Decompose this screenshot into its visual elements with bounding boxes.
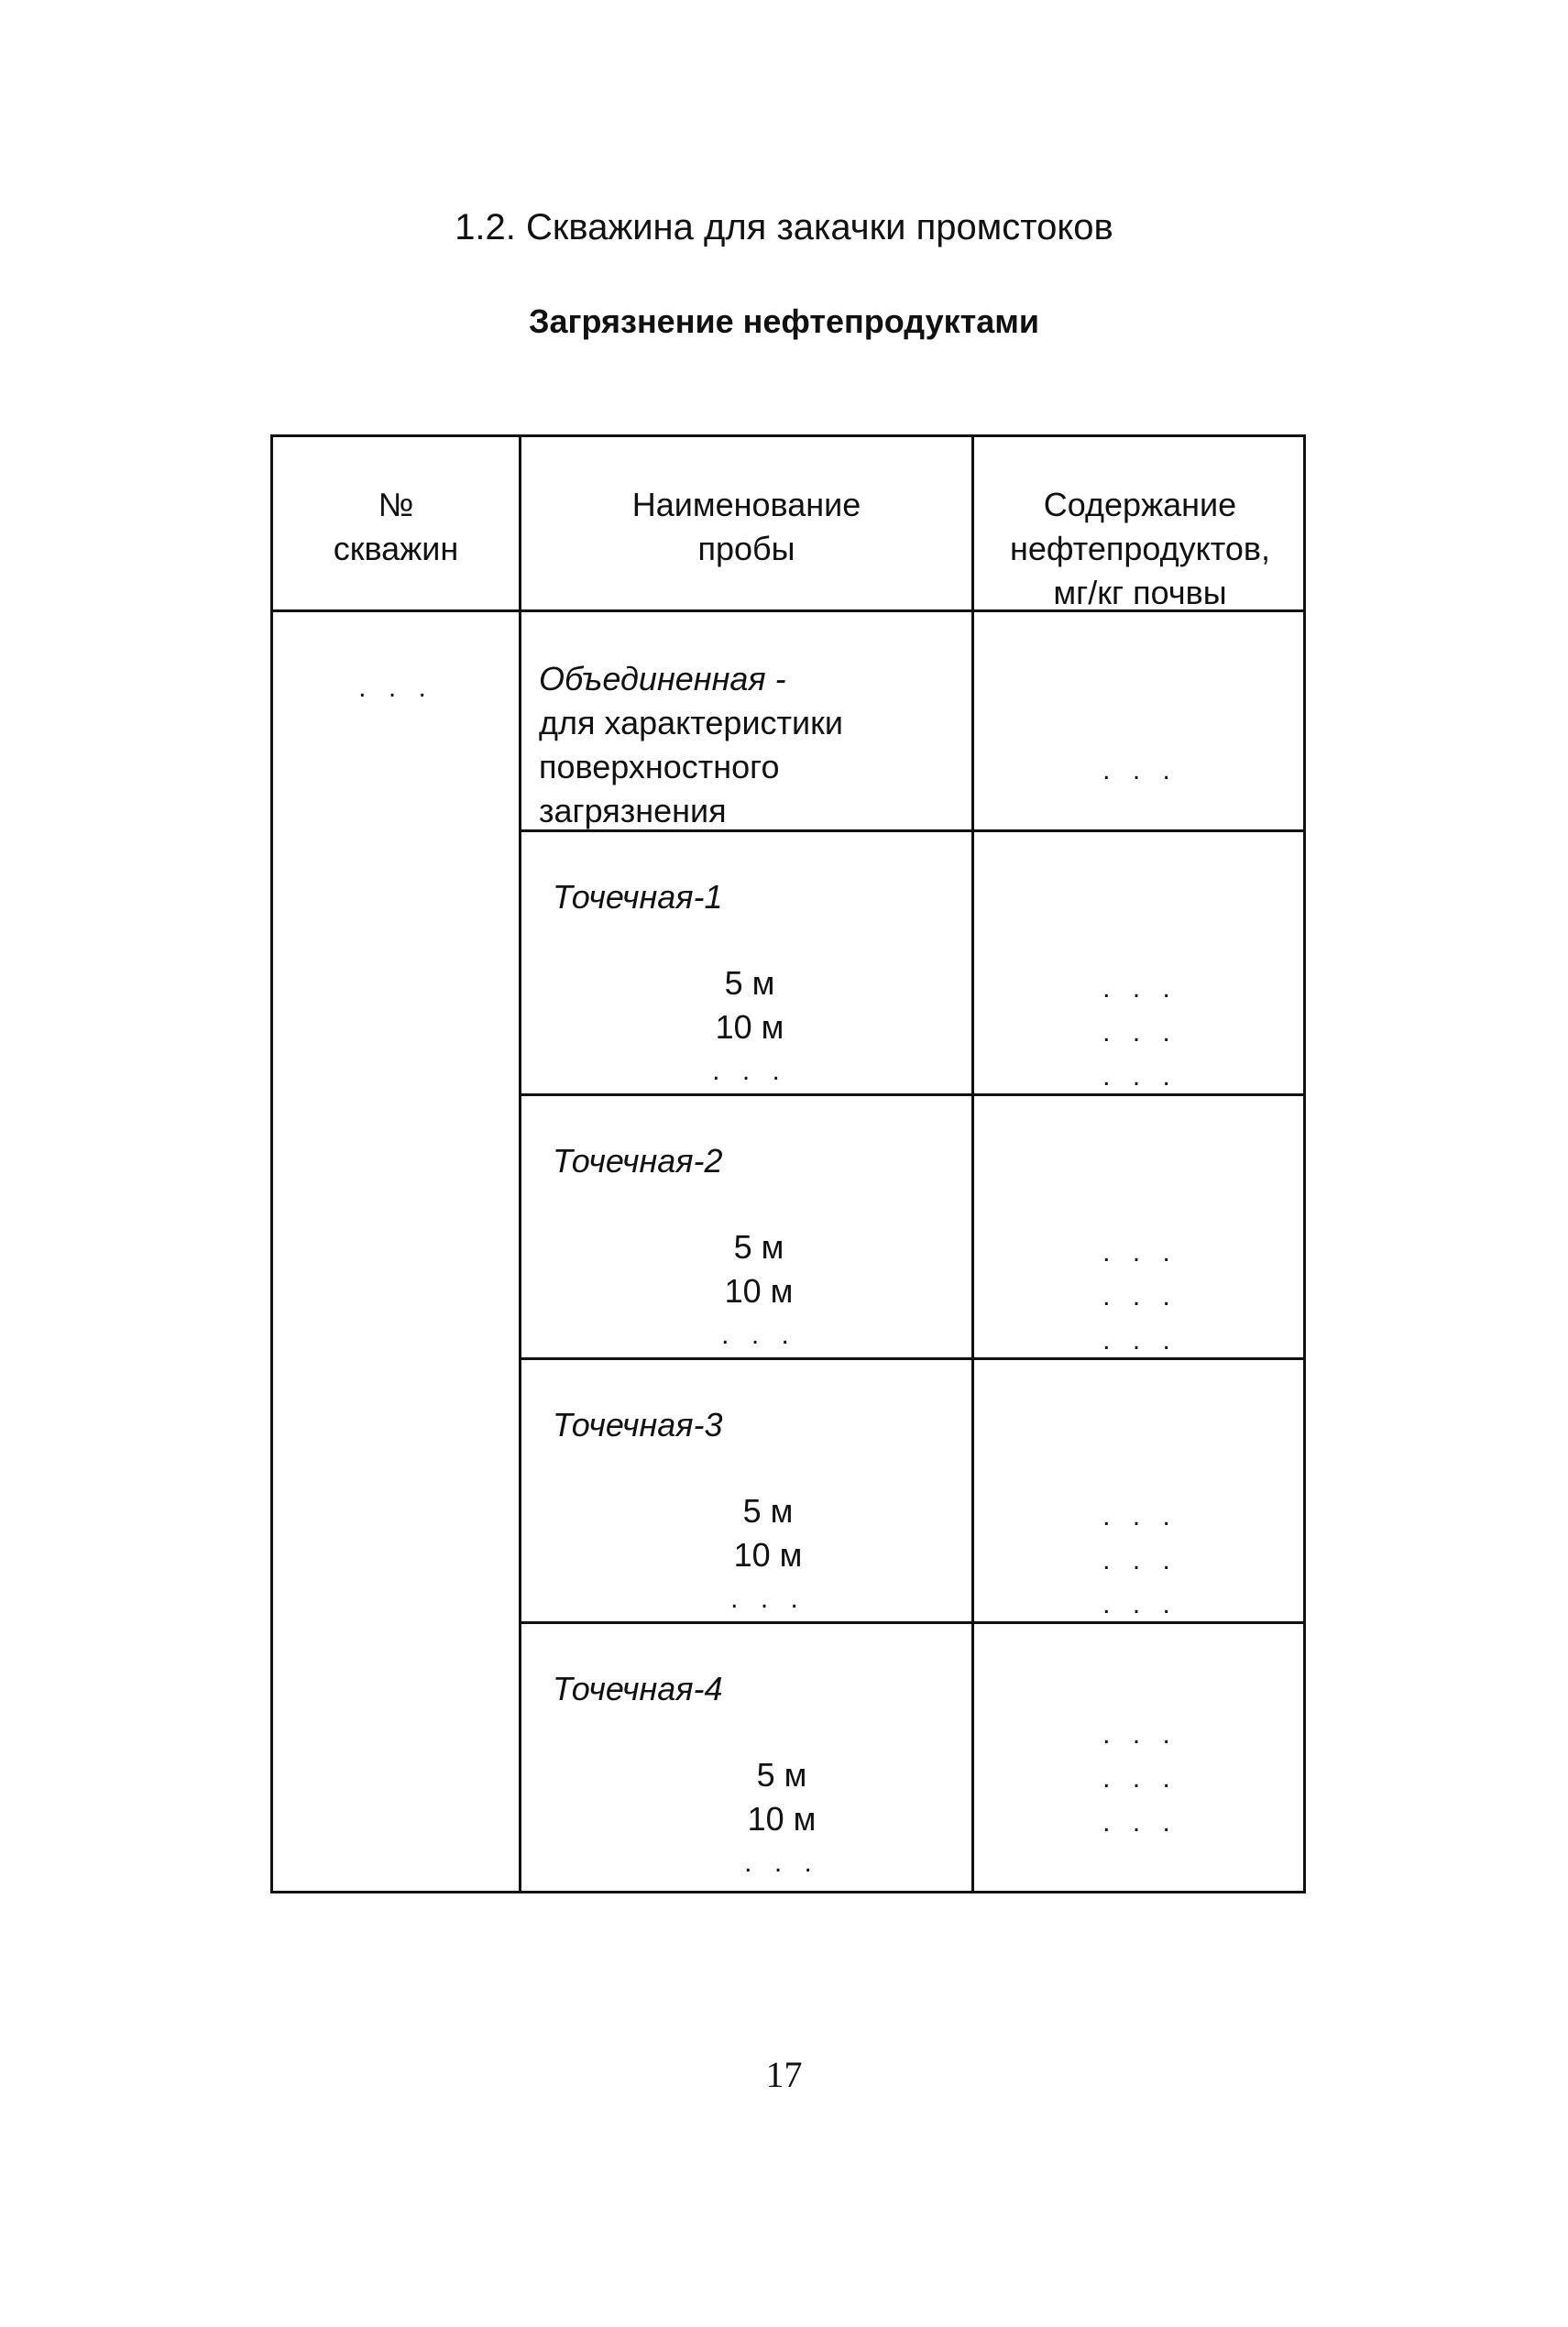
point-sample-label: Точечная-1 [553, 878, 723, 916]
point-sample-label: Точечная-3 [553, 1406, 723, 1443]
point-sample-label: Точечная-4 [553, 1670, 723, 1707]
page-number: 17 [765, 2054, 803, 2095]
point-sample-values [974, 967, 1306, 1099]
depth-value: 10 м [747, 1800, 817, 1838]
depth-value: 5 м [733, 1228, 784, 1266]
content-value: . . . [1102, 1719, 1178, 1750]
depth-value: 5 м [756, 1756, 807, 1794]
column-divider-2 [971, 437, 974, 1891]
composite-sample [539, 657, 960, 833]
content-value: . . . [1102, 1017, 1178, 1048]
column-divider-1 [519, 437, 521, 1891]
header-oil-content [974, 483, 1306, 615]
depth-value: 5 м [742, 1492, 794, 1530]
point-sample-depths [708, 1753, 855, 1885]
point-sample-values [974, 1231, 1306, 1363]
content-value: . . . [1102, 1237, 1178, 1268]
composite-desc: загрязнения [539, 792, 727, 829]
table-title: Загрязнение нефтепродуктами [528, 302, 1040, 340]
depth-value: 10 м [733, 1536, 803, 1574]
content-value: . . . [1102, 1807, 1178, 1838]
depth-value: 10 м [715, 1008, 784, 1046]
point-sample-values [974, 1495, 1306, 1627]
depth-value: 5 м [724, 964, 775, 1002]
point-sample-values [974, 1713, 1306, 1845]
point-sample-depths [676, 961, 823, 1093]
header-text: скважин [333, 530, 459, 567]
depth-value: . . . [712, 1056, 787, 1086]
content-value: . . . [1102, 1589, 1178, 1619]
header-text: № [378, 486, 414, 523]
header-text: пробы [697, 530, 795, 567]
point-sample-depths [685, 1225, 832, 1357]
section-title: 1.2. Скважина для закачки промстоков [455, 207, 1113, 247]
header-text: Наименование [631, 486, 861, 523]
content-value: . . . [1102, 1501, 1178, 1531]
depth-value: . . . [730, 1584, 806, 1614]
point-sample-label: Точечная-2 [553, 1142, 723, 1180]
content-value: . . . [1102, 973, 1178, 1004]
depth-value: . . . [744, 1848, 819, 1878]
header-well-number [273, 483, 519, 571]
well-number: . . . [358, 673, 433, 703]
content-value: . . . [1102, 1061, 1178, 1092]
header-text: Содержание [1043, 486, 1237, 523]
header-text: нефтепродуктов, [1010, 530, 1270, 567]
depth-value: 10 м [724, 1272, 794, 1310]
content-value: . . . [1102, 1763, 1178, 1794]
composite-desc: для характеристики [539, 704, 844, 741]
content-value: . . . [1102, 1281, 1178, 1312]
content-value: . . . [1102, 1325, 1178, 1356]
contamination-table [270, 434, 1306, 1893]
composite-desc: поверхностного [539, 748, 780, 785]
content-value: . . . [1102, 1545, 1178, 1575]
depth-value: . . . [721, 1320, 796, 1350]
composite-value: . . . [1102, 755, 1178, 785]
point-sample-depths [695, 1489, 841, 1621]
header-sample-name [521, 483, 971, 571]
header-text: мг/кг почвы [1053, 574, 1227, 611]
composite-label: Объединенная - [539, 660, 786, 697]
